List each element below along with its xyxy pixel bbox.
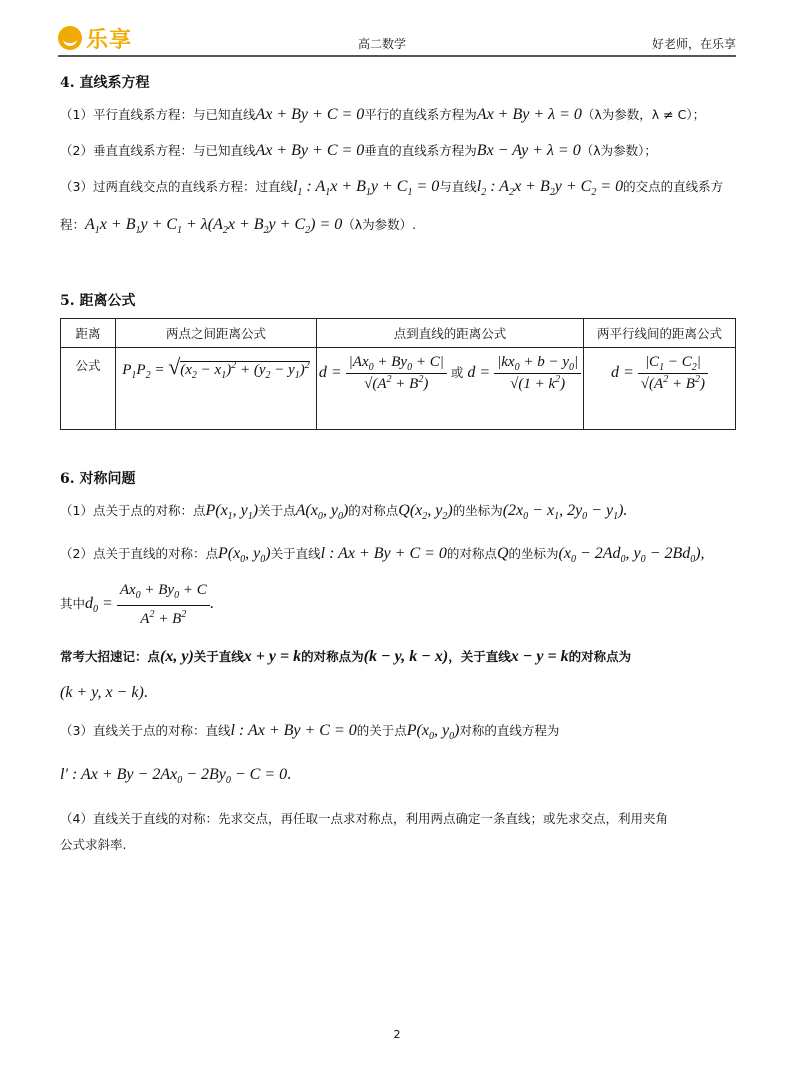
section-title-6: 6. 对称问题 (60, 471, 136, 488)
para-6-4: （4）直线关于直线的对称：先求交点，再任取一点求对称点，利用两点确定一条直线；或先求交点，利用夹角 (60, 811, 668, 827)
page-header (58, 22, 736, 56)
text: 关于直线 (193, 648, 244, 664)
text: （3）过两直线交点的直线系方程：过直线 (60, 179, 293, 194)
formula: $Q(x_2$, $y_2$) (398, 502, 453, 523)
formula: ($x_0 - 2Ad_0$, $y_0 - 2Bd_0$), (558, 544, 705, 565)
brand-logo (58, 24, 132, 52)
para-4-3-cont (60, 216, 736, 240)
parallel-line-distance-formula: d = $\frac{|C_1 - C_2|}{√(A^2 + B^2)}$ (584, 348, 736, 430)
header-divider (58, 55, 736, 57)
para-4-1 (60, 106, 736, 124)
table-header-cell: 两点之间距离公式 (116, 319, 317, 348)
formula: $P(x_1$, $y_1$) (205, 502, 259, 523)
text: 的坐标为 (508, 545, 559, 561)
distance-formula-table (60, 318, 736, 430)
text: 的对称点为 (568, 648, 632, 664)
table-header-cell: 点到直线的距离公式 (317, 319, 584, 348)
formula-l1: $l_1$ : $A_1x + B_1y + C_1 = 0$ (292, 178, 440, 199)
table-header-cell: 两平行线间的距离公式 (584, 319, 736, 348)
para-6-3-cont: l′ : $Ax + By - 2Ax_0 - 2By_0 - C = 0$. (60, 765, 292, 787)
section-title-5: 5. 距离公式 (60, 293, 136, 310)
formula: x − y = k (510, 647, 569, 665)
text: ，关于直线 (448, 648, 511, 664)
para-6-4-cont: 公式求斜率. (60, 837, 127, 853)
tip-line (60, 648, 736, 666)
page-number: 2 (393, 1028, 401, 1041)
text: 的交点的直线系方 (623, 179, 724, 194)
formula: Ax + By + λ = 0 (476, 106, 582, 123)
text: （λ为参数）. (342, 217, 417, 233)
text: 或 (450, 365, 464, 381)
text: 关于点 (258, 503, 296, 519)
text: （λ为参数）； (580, 143, 657, 158)
text: 常考大招速记：点 (60, 648, 161, 664)
section-title-4: 4. 直线系方程 (60, 75, 150, 91)
text: （2）垂直直线系方程：与已知直线 (60, 143, 256, 158)
text: 的对称点为 (301, 648, 364, 664)
formula: ($2x_0 - x_1$, $2y_0 - y_1$). (502, 502, 628, 523)
text: 的对称点 (446, 545, 497, 561)
text: 垂直的直线系方程为 (364, 143, 477, 158)
text: 的对称点 (348, 503, 399, 519)
text: 的关于点 (356, 722, 407, 738)
formula: $d_0$ = (85, 594, 117, 615)
formula-system: $A_1x + B_1y + C_1 + \lambda(A_2x + B_2y + C_2) = 0$ (85, 216, 343, 237)
header-subject: 高二数学 (358, 37, 407, 51)
formula: $P(x_0$, $y_0$) (406, 721, 460, 742)
table-header-row (61, 319, 736, 348)
text: 与直线 (439, 179, 477, 194)
tip-line-cont: (k + y, x − k). (60, 683, 148, 701)
formula: x + y = k (243, 647, 302, 665)
formula-fraction: $\frac{Ax_0 + By_0 + C}{A^2 + B^2}$ (117, 581, 210, 628)
table-row-label: 公式 (61, 348, 116, 430)
table-row (61, 348, 736, 430)
formula: l : Ax + By + C = 0 (230, 721, 357, 739)
formula: l : Ax + By + C = 0 (320, 544, 447, 562)
formula: (k − y, k − x) (363, 647, 449, 665)
formula: l′ : $Ax + By - 2Ax_0 - 2By_0 - C = 0$ (60, 765, 288, 787)
document-body (60, 70, 736, 854)
text: （λ为参数，λ ≠ C）； (581, 107, 706, 122)
formula: (x, y) (160, 647, 194, 665)
point-line-distance-formula: d = $\frac{|Ax_0 + By_0 + C|}{√(A^2 + B^2)}$ 或 d = $\frac{|kx_0 + b - y_0|}{√(1 + k^2)}$ (317, 348, 584, 430)
para-6-2-cont: 其中$d_0$ = $\frac{Ax_0 + By_0 + C}{A^2 + B^2}$ . (60, 581, 214, 627)
text: 平行的直线系方程为 (364, 107, 477, 122)
text: 程： (60, 217, 86, 233)
formula: $P(x_0$, $y_0$) (217, 544, 271, 565)
text: 其中 (60, 595, 86, 611)
formula: Bx − Ay + λ = 0 (476, 142, 581, 159)
formula: Ax + By + C = 0 (255, 142, 365, 159)
formula-l2: $l_2$ : $A_2x + B_2y + C_2 = 0$ (476, 178, 624, 199)
two-point-distance-formula: $P_1P_2 = √(x_2 - x_1)^2 + (y_2 - y_1)^2$ (116, 348, 317, 430)
formula: $A(x_0$, $y_0$) (295, 502, 349, 523)
text: （3）直线关于点的对称：直线 (60, 722, 231, 738)
text: 关于直线 (270, 545, 321, 561)
para-6-1 (60, 502, 736, 526)
text: （2）点关于直线的对称：点 (60, 545, 218, 561)
para-4-2 (60, 142, 736, 160)
para-6-3 (60, 722, 736, 746)
text: （1）平行直线系方程：与已知直线 (60, 107, 256, 122)
text: （1）点关于点的对称：点 (60, 503, 206, 519)
formula: Ax + By + C = 0 (255, 106, 365, 123)
formula: Q (496, 544, 509, 562)
smile-logo-icon (58, 26, 82, 50)
formula: (k + y, x − k) (60, 683, 144, 701)
text: 的坐标为 (452, 503, 503, 519)
header-slogan: 好老师，在乐享 (651, 37, 736, 51)
table-header-cell: 距离 (61, 319, 116, 348)
para-6-2 (60, 545, 736, 569)
logo-text: 乐享 (86, 27, 133, 53)
para-4-3 (60, 178, 736, 202)
text: 对称的直线方程为 (459, 722, 560, 738)
